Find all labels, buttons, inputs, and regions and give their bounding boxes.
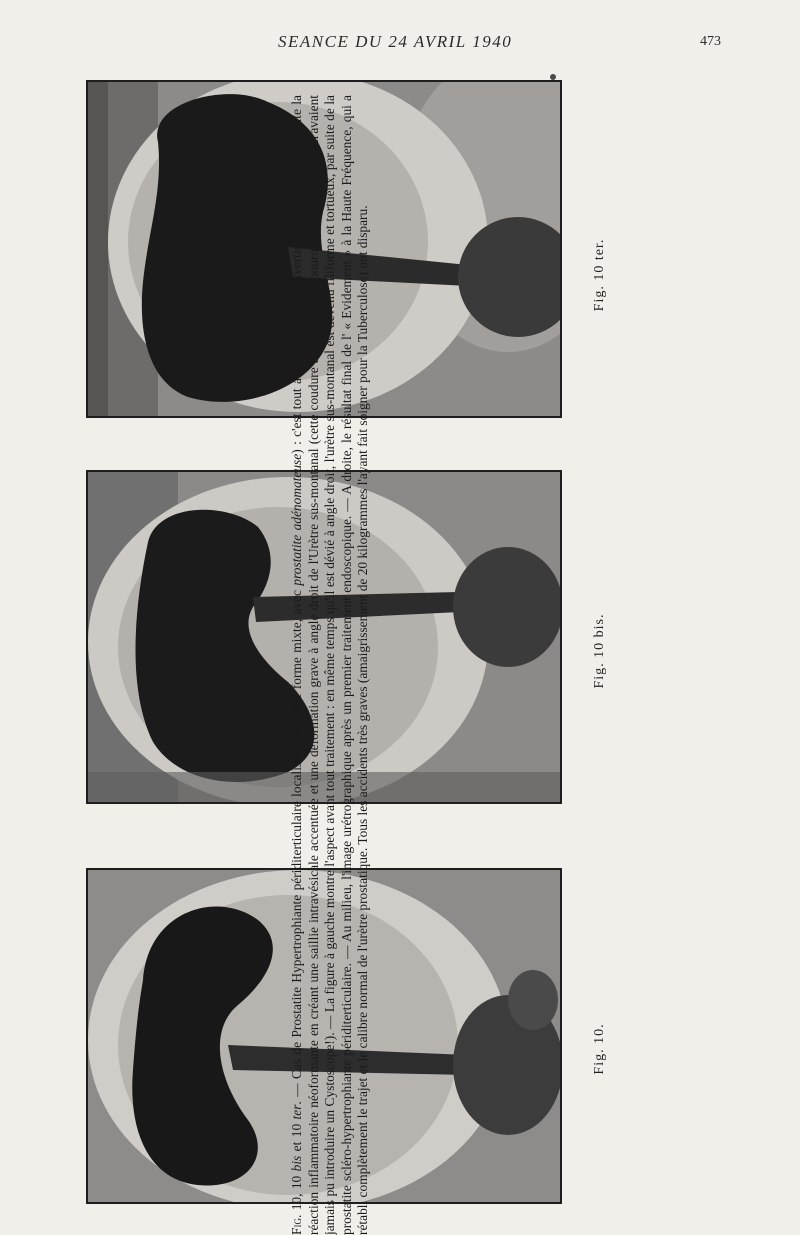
caption-part2: ) : c'est tout autour des foyers diverticulaires que s'est produite la réaction inflammatoire néoformante en créant une saillie intravésicale accentuée et une déformation grave à angle droit de l'Urètre sus-montanal (cette coudure à 90° explique pourquoi deux collègues n'avaient jamais pu introduire un Cystoscope!). — La figure à gauche montre l'aspect avant tout traitement : en même temps qu'il est dévié à angle droit, l'urètre sus-montanal est devenu filiforme et tortueux, par suite de la prostatite scléro-hypertrophiante périditerticulaire. — Au milieu, l'image urétrographique après un premier traitement endoscopique. — A droite, le résultat final de l' « Evidement » à la Haute Fréquence, qui a rétabli complètement le trajet et le calibre normal de l'urètre prostatique. Tous les accidents très graves (amaigrissement de 20 kilogrammes l'ayant fait soigner pour la Tuberculose) ont disparu.	[289, 94, 370, 1235]
caption-bis: bis	[289, 1155, 304, 1172]
caption-text	[289, 95, 372, 1235]
caption-fig-num: 10, 10	[289, 1175, 304, 1211]
figure-caption	[289, 95, 421, 1235]
caption-emphasis: prostatite adénomateuse	[289, 453, 304, 586]
figure-10-ter-label: Fig. 10 ter.	[592, 238, 607, 312]
figure-10-label: Fig. 10.	[592, 1023, 607, 1075]
caption-et: et 10	[289, 1123, 304, 1152]
page-number: 473	[700, 34, 721, 49]
running-title: SEANCE DU 24 AVRIL 1940	[278, 32, 513, 51]
caption-part1: . — Cas de Prostatite Hypertrophiante périditerticulaire localisée (peut-être forme mixte, avec	[289, 590, 304, 1105]
figure-10-bis-label: Fig. 10 bis.	[592, 613, 607, 689]
page-header	[0, 30, 800, 58]
caption-prefix: Fig.	[289, 1214, 304, 1235]
caption-ter: ter	[289, 1104, 304, 1120]
